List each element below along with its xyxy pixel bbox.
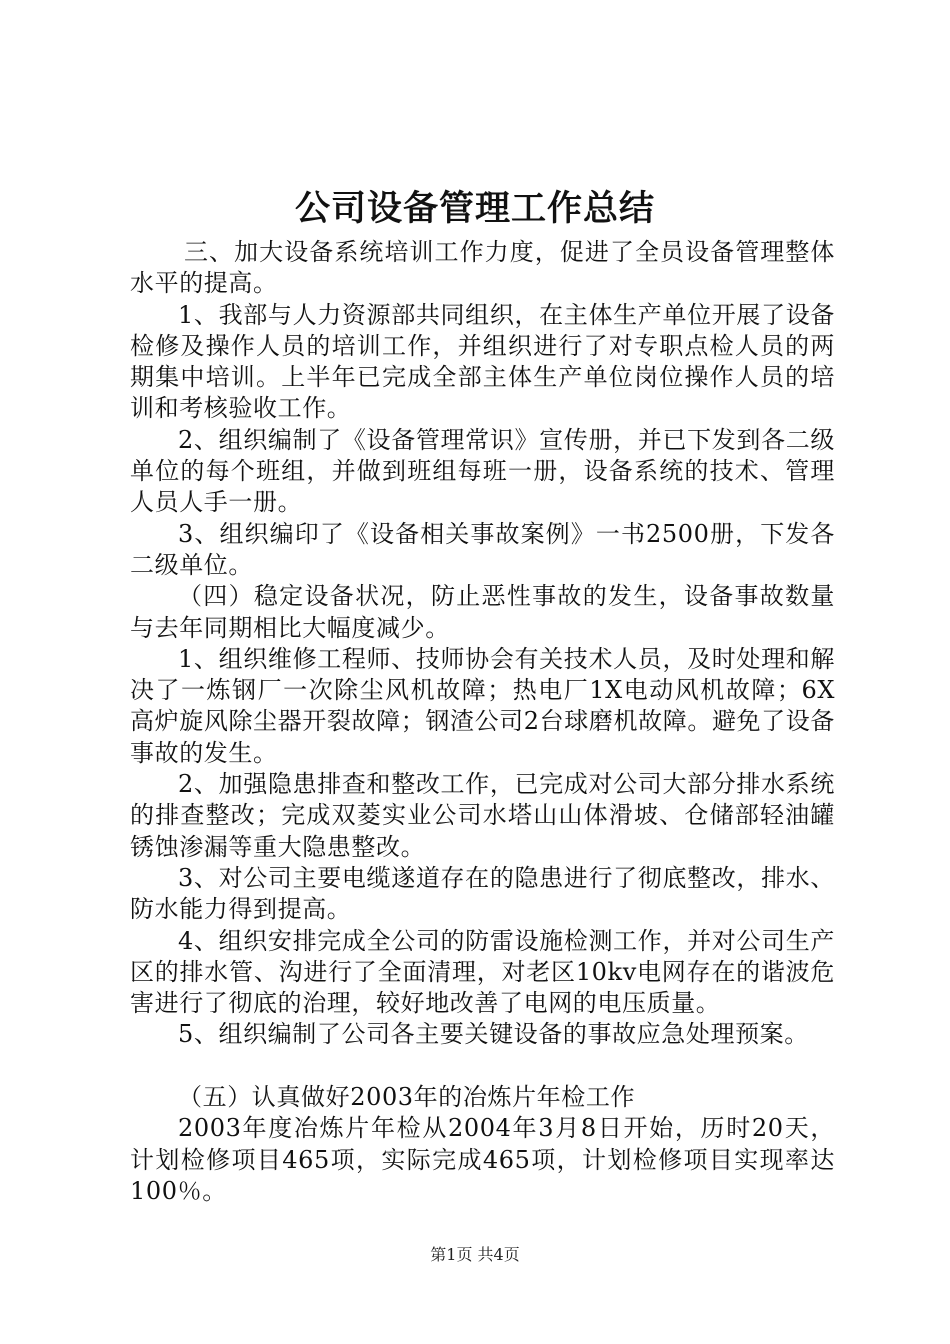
paragraph-training-2: 2、组织编制了《设备管理常识》宣传册，并已下发到各二级单位的每个班组，并做到班组每班一册，设备系统的技术、管理人员人手一册。 bbox=[130, 425, 835, 517]
section-heading-4: （四）稳定设备状况，防止恶性事故的发生，设备事故数量与去年同期相比大幅度减少。 bbox=[130, 582, 835, 642]
document-title: 公司设备管理工作总结 bbox=[294, 188, 655, 229]
section-heading-3: 三、加大设备系统培训工作力度，促进了全员设备管理整体水平的提高。 bbox=[130, 238, 835, 298]
paragraph-stability-2: 2、加强隐患排查和整改工作，已完成对公司大部分排水系统的排查整改；完成双菱实业公司水塔山山体滑坡、仓储部轻油罐锈蚀渗漏等重大隐患整改。 bbox=[130, 770, 835, 861]
paragraph-stability-4: 4、组织安排完成全公司的防雷设施检测工作，并对公司生产区的排水管、沟进行了全面清理，对老区10kv电网存在的谐波危害进行了彻底的治理，较好地改善了电网的电压质量。 bbox=[130, 926, 835, 1018]
blank-line bbox=[130, 1051, 835, 1082]
paragraph-stability-3: 3、对公司主要电缆遂道存在的隐患进行了彻底整改，排水、防水能力得到提高。 bbox=[130, 863, 835, 924]
paragraph-stability-5: 5、组织编制了公司各主要关键设备的事故应急处理预案。 bbox=[178, 1020, 809, 1049]
paragraph-annual-check: 2003年度冶炼片年检从2004年3月8日开始，历时20天，计划检修项目465项，实际完成465项，计划检修项目实现率达100％。 bbox=[130, 1114, 835, 1205]
paragraph-stability-1: 1、组织维修工程师、技师协会有关技术人员，及时处理和解决了一炼钢厂一次除尘风机故障；热电厂1X电动风机故障；6X高炉旋风除尘器开裂故障；钢渣公司2台球磨机故障。避免了设备事故的发生。 bbox=[130, 644, 835, 767]
section-heading-5: （五）认真做好2003年的冶炼片年检工作 bbox=[178, 1083, 636, 1112]
page-number-footer: 第1页 共4页 bbox=[430, 1245, 520, 1264]
document-body bbox=[130, 237, 835, 1207]
paragraph-training-1: 1、我部与人力资源部共同组织，在主体生产单位开展了设备检修及操作人员的培训工作，并组织进行了对专职点检人员的两期集中培训。上半年已完成全部主体生产单位岗位操作人员的培训和考核验收工作。 bbox=[130, 300, 835, 423]
paragraph-training-3: 3、组织编印了《设备相关事故案例》一书2500册，下发各二级单位。 bbox=[130, 519, 835, 579]
